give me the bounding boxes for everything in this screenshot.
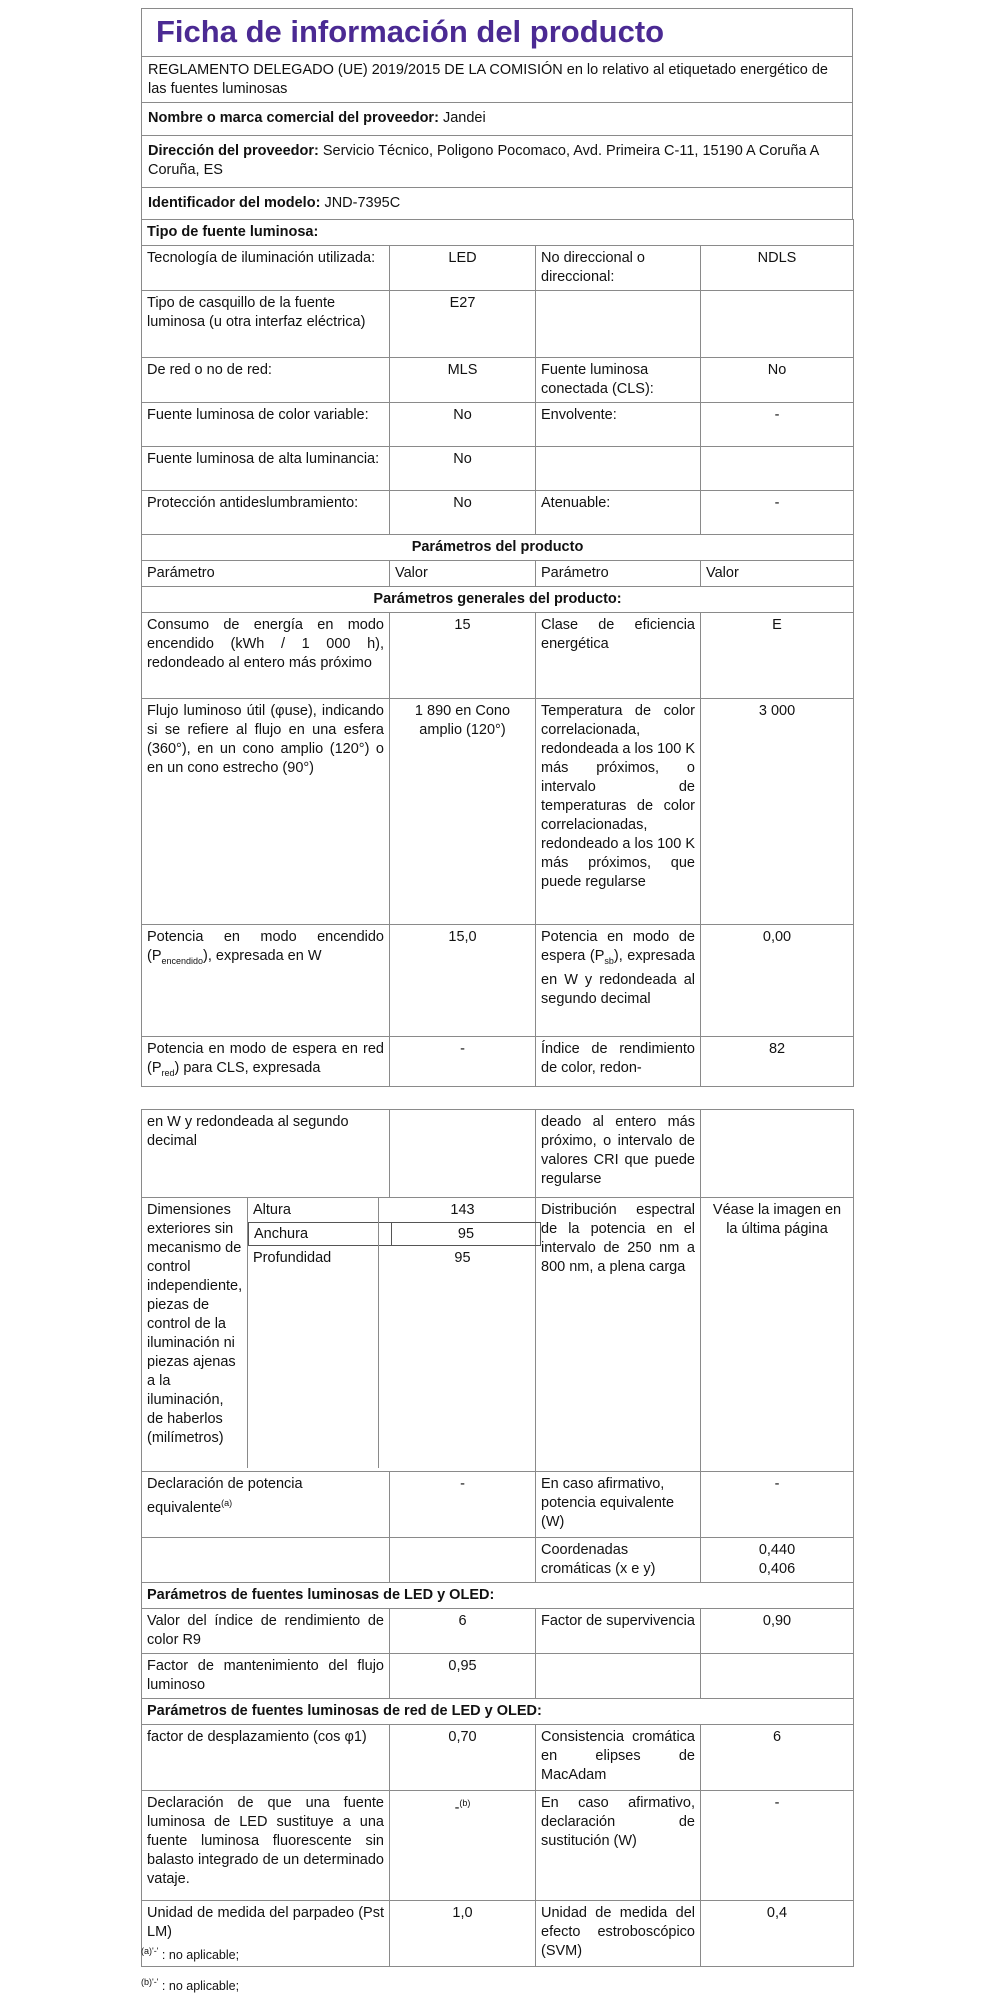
param-dimmable: Atenuable: (536, 491, 701, 535)
param-on-mode-power: Potencia en modo encendido $(P_{encendido})$, expresada en W (142, 925, 390, 1037)
param-colour-tunable: Fuente luminosa de color variable: (142, 403, 390, 447)
value-lumen-maintenance: 0,95 (390, 1653, 536, 1698)
dim-width-row (248, 1222, 541, 1246)
table-row (142, 1471, 854, 1537)
value-stroboscopic: 0,4 (701, 1900, 854, 1966)
table-row (142, 447, 854, 491)
supplier-label: Nombre o marca comercial del proveedor: (148, 110, 439, 126)
value-survival-factor: 0,90 (701, 1608, 854, 1653)
value-chromaticity-y: 0,406 (758, 1560, 796, 1577)
general-params-heading: Parámetros generales del producto: (142, 587, 854, 613)
param-stroboscopic: Unidad de medida del efecto estroboscópico (SVM) (536, 1900, 701, 1966)
model-label: Identificador del modelo: (148, 195, 321, 211)
param-mains: De red o no de red: (142, 358, 390, 403)
param-dimensions: Dimensiones exteriores sin mecanismo de control independiente, piezas de control de la iluminación ni piezas ajenas a la iluminación, de haberlos (milímetros) (142, 1198, 248, 1468)
param-technology: Tecnología de iluminación utilizada: (142, 246, 390, 291)
value-anti-glare: No (390, 491, 536, 535)
supplier-row (142, 102, 852, 135)
param-equivalent-power-w: En caso afirmativo, potencia equivalente (W) (536, 1471, 701, 1537)
value-led-replaces-fluorescent: -$^{(b)}$ (390, 1790, 536, 1900)
param-spectral-distribution: Distribución espectral de la potencia en el intervalo de 250 nm a 800 nm, a plena carga (536, 1197, 701, 1471)
value-empty (701, 1653, 854, 1698)
param-luminous-flux: Flujo luminoso útil (φuse), indicando si se refiere al flujo en una esfera (360°), en un cono amplio (120°) o en un cono estrecho (90°) (142, 699, 390, 925)
value-empty (390, 1537, 536, 1582)
value-standby-power: 0,00 (701, 925, 854, 1037)
supplier-value: Jandei (442, 110, 486, 126)
value-directional: NDLS (701, 246, 854, 291)
regulation-text: REGLAMENTO DELEGADO (UE) 2019/2015 DE LA COMISIÓN en lo relativo al etiquetado energético de las fuentes luminosas (142, 56, 852, 102)
value-cap-type: E27 (390, 291, 536, 358)
param-networked-standby-cont: en W y redondeada al segundo decimal (142, 1109, 390, 1197)
value-networked-standby: - (390, 1037, 536, 1087)
header-block (141, 8, 853, 220)
param-standby-power: Potencia en modo de espera $(P_{sb})$, expresada en W y redondeada al segundo decimal (536, 925, 701, 1037)
param-cri: Índice de rendimiento de color, redon- (536, 1037, 701, 1087)
param-flicker: Unidad de medida del parpadeo (Pst LM) (142, 1900, 390, 1966)
param-displacement-factor: factor de desplazamiento (cos φ1) (142, 1724, 390, 1790)
param-anti-glare: Protección antideslumbramiento: (142, 491, 390, 535)
value-empty (701, 291, 854, 358)
value-displacement-factor: 0,70 (390, 1724, 536, 1790)
col-header-value-2: Valor (701, 561, 854, 587)
table-row (142, 1608, 854, 1653)
dim-depth-value: 95 (454, 1249, 471, 1266)
value-empty (390, 1109, 536, 1197)
param-cls: Fuente luminosa conectada (CLS): (536, 358, 701, 403)
table-row (142, 358, 854, 403)
parameters-table-1 (141, 219, 854, 1087)
table-row (142, 1537, 854, 1582)
param-directional: No direccional o direccional: (536, 246, 701, 291)
value-cri: 82 (701, 1037, 854, 1087)
value-r9: 6 (390, 1608, 536, 1653)
param-r9: Valor del índice de rendimiento de color R9 (142, 1608, 390, 1653)
value-chromaticity-x: 0,440 (758, 1541, 796, 1558)
table-row (142, 403, 854, 447)
value-colour-temperature: 3 000 (701, 699, 854, 925)
param-colour-consistency: Consistencia cromática en elipses de MacAdam (536, 1724, 701, 1790)
table-row (142, 1653, 854, 1698)
param-empty (536, 1653, 701, 1698)
value-colour-consistency: 6 (701, 1724, 854, 1790)
dim-depth-row (248, 1246, 535, 1270)
source-type-heading: Tipo de fuente luminosa: (142, 220, 854, 246)
page-title: Ficha de información del producto (156, 14, 665, 49)
col-header-param-2: Parámetro (536, 561, 701, 587)
value-empty (701, 1109, 854, 1197)
value-equivalent-power-w: - (701, 1471, 854, 1537)
value-dimmable: - (701, 491, 854, 535)
table-row (142, 1790, 854, 1900)
source-type-heading-row (142, 220, 854, 246)
product-info-sheet (141, 8, 853, 1967)
param-chromaticity: Coordenadas cromáticas (x e y) (536, 1537, 701, 1582)
param-energy-class: Clase de eficiencia energética (536, 613, 701, 699)
address-row (142, 135, 852, 187)
value-cls: No (701, 358, 854, 403)
param-cri-cont: deado al entero más próximo, o intervalo de valores CRI que puede regularse (536, 1109, 701, 1197)
parameters-table-2 (141, 1109, 854, 1967)
value-energy-consumption: 15 (390, 613, 536, 699)
value-empty (701, 447, 854, 491)
param-colour-temperature: Temperatura de color correlacionada, redondeada a los 100 K más próximos, o intervalo de temperaturas de color correlacionadas, redondeado a los 100 K más próximos, que puede regularse (536, 699, 701, 925)
model-row (142, 187, 852, 219)
value-energy-class: E (701, 613, 854, 699)
table-row (142, 925, 854, 1037)
table-row (142, 491, 854, 535)
table-row (142, 1109, 854, 1197)
table-row (142, 1900, 854, 1966)
param-survival-factor: Factor de supervivencia (536, 1608, 701, 1653)
param-replacement-claim: En caso afirmativo, declaración de sustitución (W) (536, 1790, 701, 1900)
product-params-heading: Parámetros del producto (142, 535, 854, 561)
value-high-luminance: No (390, 447, 536, 491)
param-led-replaces-fluorescent: Declaración de que una fuente luminosa de LED sustituye a una fuente luminosa fluorescente sin balasto integrado de un determinado vataje. (142, 1790, 390, 1900)
dim-width-value: 95 (391, 1223, 540, 1245)
general-params-heading-row (142, 587, 854, 613)
page-break-gap (141, 1087, 853, 1109)
value-envelope: - (701, 403, 854, 447)
dim-height-value: 143 (450, 1201, 475, 1218)
dim-column-divider (378, 1198, 379, 1468)
mains-led-params-heading: Parámetros de fuentes luminosas de red de LED y OLED: (142, 1698, 854, 1724)
param-empty (536, 291, 701, 358)
param-lumen-maintenance: Factor de mantenimiento del flujo luminoso (142, 1653, 390, 1698)
col-header-value-1: Valor (390, 561, 536, 587)
dim-height-row (248, 1198, 535, 1222)
model-value: JND-7395C (324, 195, 401, 211)
value-replacement-claim: - (701, 1790, 854, 1900)
param-energy-consumption: Consumo de energía en modo encendido (kWh / 1 000 h), redondeado al entero más próximo (142, 613, 390, 699)
value-mains: MLS (390, 358, 536, 403)
value-technology: LED (390, 246, 536, 291)
address-value: Servicio Técnico, Poligono Pocomaco, Avd. Primeira C-11, 15190 A Coruña A Coruña, ES (148, 143, 819, 178)
table-row (142, 1037, 854, 1087)
param-networked-standby: Potencia en modo de espera en red $(P_{red})$ para CLS, expresada (142, 1037, 390, 1087)
footnote-a: $^{(a)'-'}$ : no aplicable; (141, 1946, 240, 1963)
mains-led-params-heading-row (142, 1698, 854, 1724)
value-spectral-distribution: Véase la imagen en la última página (701, 1197, 854, 1471)
table-row (142, 699, 854, 925)
product-params-heading-row (142, 535, 854, 561)
table-row (142, 1724, 854, 1790)
column-header-row (142, 561, 854, 587)
param-equivalent-power: Declaración de potencia equivalente$^{(a)}$ (142, 1471, 390, 1537)
param-empty (142, 1537, 390, 1582)
address-label: Dirección del proveedor: (148, 143, 319, 159)
param-high-luminance: Fuente luminosa de alta luminancia: (142, 447, 390, 491)
led-params-heading: Parámetros de fuentes luminosas de LED y OLED: (142, 1582, 854, 1608)
table-row (142, 291, 854, 358)
footnotes (141, 1938, 239, 2000)
table-row (142, 246, 854, 291)
value-luminous-flux: 1 890 en Cono amplio (120°) (390, 699, 536, 925)
col-header-param-1: Parámetro (142, 561, 390, 587)
param-empty (536, 447, 701, 491)
dim-width-label: Anchura (254, 1225, 309, 1242)
led-params-heading-row (142, 1582, 854, 1608)
dimensions-cell (142, 1197, 536, 1471)
table-row (142, 613, 854, 699)
value-colour-tunable: No (390, 403, 536, 447)
value-on-mode-power: 15,0 (390, 925, 536, 1037)
value-equivalent-power: - (390, 1471, 536, 1537)
dim-depth-label: Profundidad (253, 1249, 332, 1266)
dim-height-label: Altura (253, 1201, 291, 1218)
value-chromaticity (701, 1537, 854, 1582)
footnote-b: $^{(b)'-'}$ : no aplicable; (141, 1977, 240, 1994)
value-flicker: 1,0 (390, 1900, 536, 1966)
param-cap-type: Tipo de casquillo de la fuente luminosa (u otra interfaz eléctrica) (142, 291, 390, 358)
dimensions-row (142, 1197, 854, 1471)
param-envelope: Envolvente: (536, 403, 701, 447)
